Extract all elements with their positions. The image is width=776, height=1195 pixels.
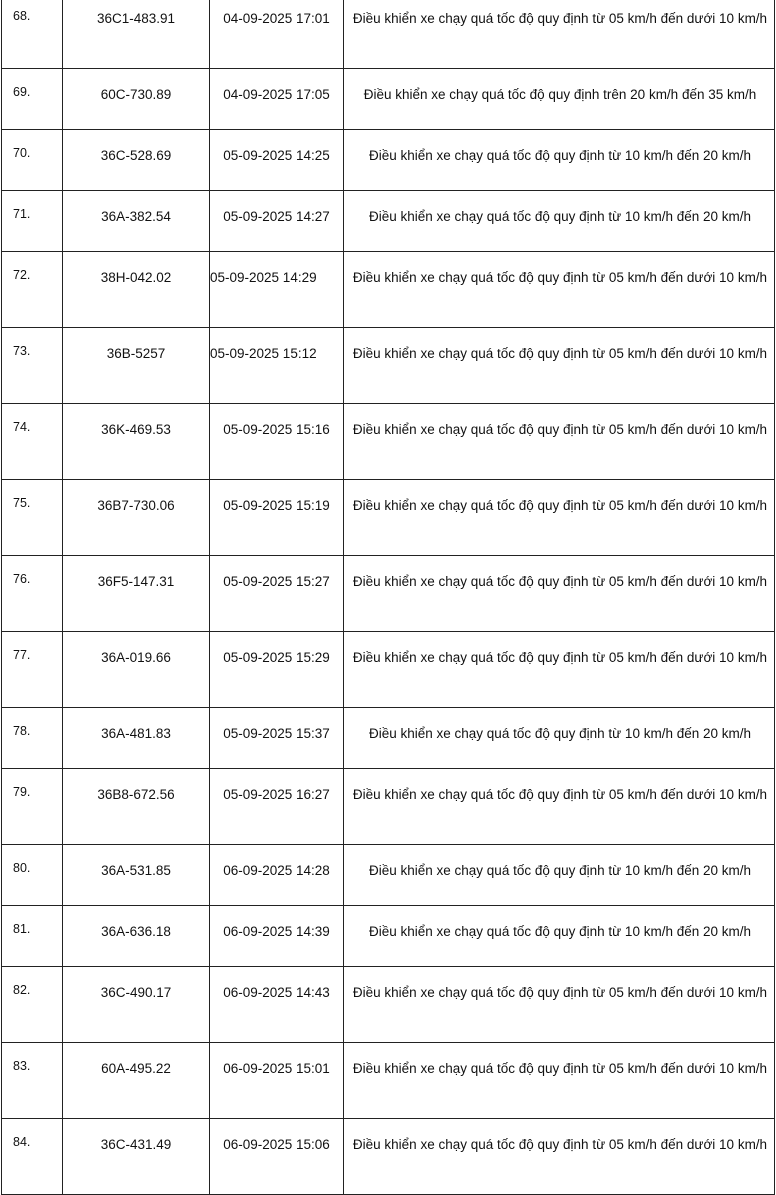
table-row bbox=[2, 328, 775, 404]
table-row bbox=[2, 845, 775, 906]
violation-time: 05-09-2025 15:19 bbox=[210, 480, 344, 556]
violation-time: 06-09-2025 15:01 bbox=[210, 1043, 344, 1119]
table-row bbox=[2, 708, 775, 769]
table-row bbox=[2, 967, 775, 1043]
violation-description: Điều khiển xe chạy quá tốc độ quy định từ 10 km/h đến 20 km/h bbox=[344, 845, 775, 906]
violation-time: 05-09-2025 14:27 bbox=[210, 191, 344, 252]
table-row bbox=[2, 252, 775, 328]
violation-time: 05-09-2025 15:27 bbox=[210, 556, 344, 632]
table-row bbox=[2, 480, 775, 556]
row-number: 70. bbox=[2, 130, 63, 191]
table-row bbox=[2, 632, 775, 708]
violation-time: 04-09-2025 17:01 bbox=[210, 0, 344, 69]
violation-description: Điều khiển xe chạy quá tốc độ quy định từ 05 km/h đến dưới 10 km/h bbox=[344, 556, 775, 632]
license-plate: 60C-730.89 bbox=[63, 69, 210, 130]
row-number: 72. bbox=[2, 252, 63, 328]
table-row bbox=[2, 130, 775, 191]
violation-description: Điều khiển xe chạy quá tốc độ quy định từ 05 km/h đến dưới 10 km/h bbox=[344, 252, 775, 328]
license-plate: 36C-528.69 bbox=[63, 130, 210, 191]
violation-description: Điều khiển xe chạy quá tốc độ quy định từ 10 km/h đến 20 km/h bbox=[344, 708, 775, 769]
row-number: 69. bbox=[2, 69, 63, 130]
table-row bbox=[2, 69, 775, 130]
violation-table bbox=[1, 0, 775, 1195]
violation-time: 04-09-2025 17:05 bbox=[210, 69, 344, 130]
row-number: 82. bbox=[2, 967, 63, 1043]
violation-time: 06-09-2025 15:06 bbox=[210, 1119, 344, 1195]
table-row bbox=[2, 404, 775, 480]
row-number: 74. bbox=[2, 404, 63, 480]
violation-time: 05-09-2025 15:29 bbox=[210, 632, 344, 708]
table-row bbox=[2, 191, 775, 252]
license-plate: 36B-5257 bbox=[63, 328, 210, 404]
license-plate: 36C-490.17 bbox=[63, 967, 210, 1043]
violation-description: Điều khiển xe chạy quá tốc độ quy định từ 05 km/h đến dưới 10 km/h bbox=[344, 328, 775, 404]
violation-description: Điều khiển xe chạy quá tốc độ quy định từ 05 km/h đến dưới 10 km/h bbox=[344, 769, 775, 845]
license-plate: 36C1-483.91 bbox=[63, 0, 210, 69]
violation-time: 05-09-2025 14:25 bbox=[210, 130, 344, 191]
violation-description: Điều khiển xe chạy quá tốc độ quy định từ 05 km/h đến dưới 10 km/h bbox=[344, 1119, 775, 1195]
row-number: 79. bbox=[2, 769, 63, 845]
license-plate: 36A-531.85 bbox=[63, 845, 210, 906]
license-plate: 36K-469.53 bbox=[63, 404, 210, 480]
violation-description: Điều khiển xe chạy quá tốc độ quy định từ 05 km/h đến dưới 10 km/h bbox=[344, 0, 775, 69]
violation-description: Điều khiển xe chạy quá tốc độ quy định trên 20 km/h đến 35 km/h bbox=[344, 69, 775, 130]
table-row bbox=[2, 769, 775, 845]
violation-description: Điều khiển xe chạy quá tốc độ quy định từ 05 km/h đến dưới 10 km/h bbox=[344, 404, 775, 480]
row-number: 76. bbox=[2, 556, 63, 632]
license-plate: 60A-495.22 bbox=[63, 1043, 210, 1119]
violation-time: 05-09-2025 15:16 bbox=[210, 404, 344, 480]
row-number: 78. bbox=[2, 708, 63, 769]
license-plate: 36A-019.66 bbox=[63, 632, 210, 708]
row-number: 73. bbox=[2, 328, 63, 404]
row-number: 81. bbox=[2, 906, 63, 967]
license-plate: 36F5-147.31 bbox=[63, 556, 210, 632]
violation-time: 05-09-2025 15:12 bbox=[210, 328, 344, 404]
table-row bbox=[2, 906, 775, 967]
license-plate: 36A-382.54 bbox=[63, 191, 210, 252]
violation-time: 06-09-2025 14:43 bbox=[210, 967, 344, 1043]
row-number: 77. bbox=[2, 632, 63, 708]
violation-description: Điều khiển xe chạy quá tốc độ quy định từ 05 km/h đến dưới 10 km/h bbox=[344, 967, 775, 1043]
violation-description: Điều khiển xe chạy quá tốc độ quy định từ 05 km/h đến dưới 10 km/h bbox=[344, 480, 775, 556]
violation-description: Điều khiển xe chạy quá tốc độ quy định từ 10 km/h đến 20 km/h bbox=[344, 906, 775, 967]
violation-description: Điều khiển xe chạy quá tốc độ quy định từ 10 km/h đến 20 km/h bbox=[344, 130, 775, 191]
violation-time: 05-09-2025 15:37 bbox=[210, 708, 344, 769]
violation-time: 05-09-2025 14:29 bbox=[210, 252, 344, 328]
license-plate: 38H-042.02 bbox=[63, 252, 210, 328]
row-number: 83. bbox=[2, 1043, 63, 1119]
violation-description: Điều khiển xe chạy quá tốc độ quy định từ 05 km/h đến dưới 10 km/h bbox=[344, 632, 775, 708]
row-number: 80. bbox=[2, 845, 63, 906]
table-row bbox=[2, 0, 775, 69]
license-plate: 36C-431.49 bbox=[63, 1119, 210, 1195]
table-row bbox=[2, 1043, 775, 1119]
violation-description: Điều khiển xe chạy quá tốc độ quy định từ 05 km/h đến dưới 10 km/h bbox=[344, 1043, 775, 1119]
license-plate: 36A-481.83 bbox=[63, 708, 210, 769]
table-row bbox=[2, 1119, 775, 1195]
row-number: 75. bbox=[2, 480, 63, 556]
license-plate: 36B7-730.06 bbox=[63, 480, 210, 556]
violation-time: 06-09-2025 14:28 bbox=[210, 845, 344, 906]
violation-time: 06-09-2025 14:39 bbox=[210, 906, 344, 967]
row-number: 68. bbox=[2, 0, 63, 69]
violation-description: Điều khiển xe chạy quá tốc độ quy định từ 10 km/h đến 20 km/h bbox=[344, 191, 775, 252]
row-number: 84. bbox=[2, 1119, 63, 1195]
table-row bbox=[2, 556, 775, 632]
license-plate: 36B8-672.56 bbox=[63, 769, 210, 845]
row-number: 71. bbox=[2, 191, 63, 252]
violation-time: 05-09-2025 16:27 bbox=[210, 769, 344, 845]
license-plate: 36A-636.18 bbox=[63, 906, 210, 967]
